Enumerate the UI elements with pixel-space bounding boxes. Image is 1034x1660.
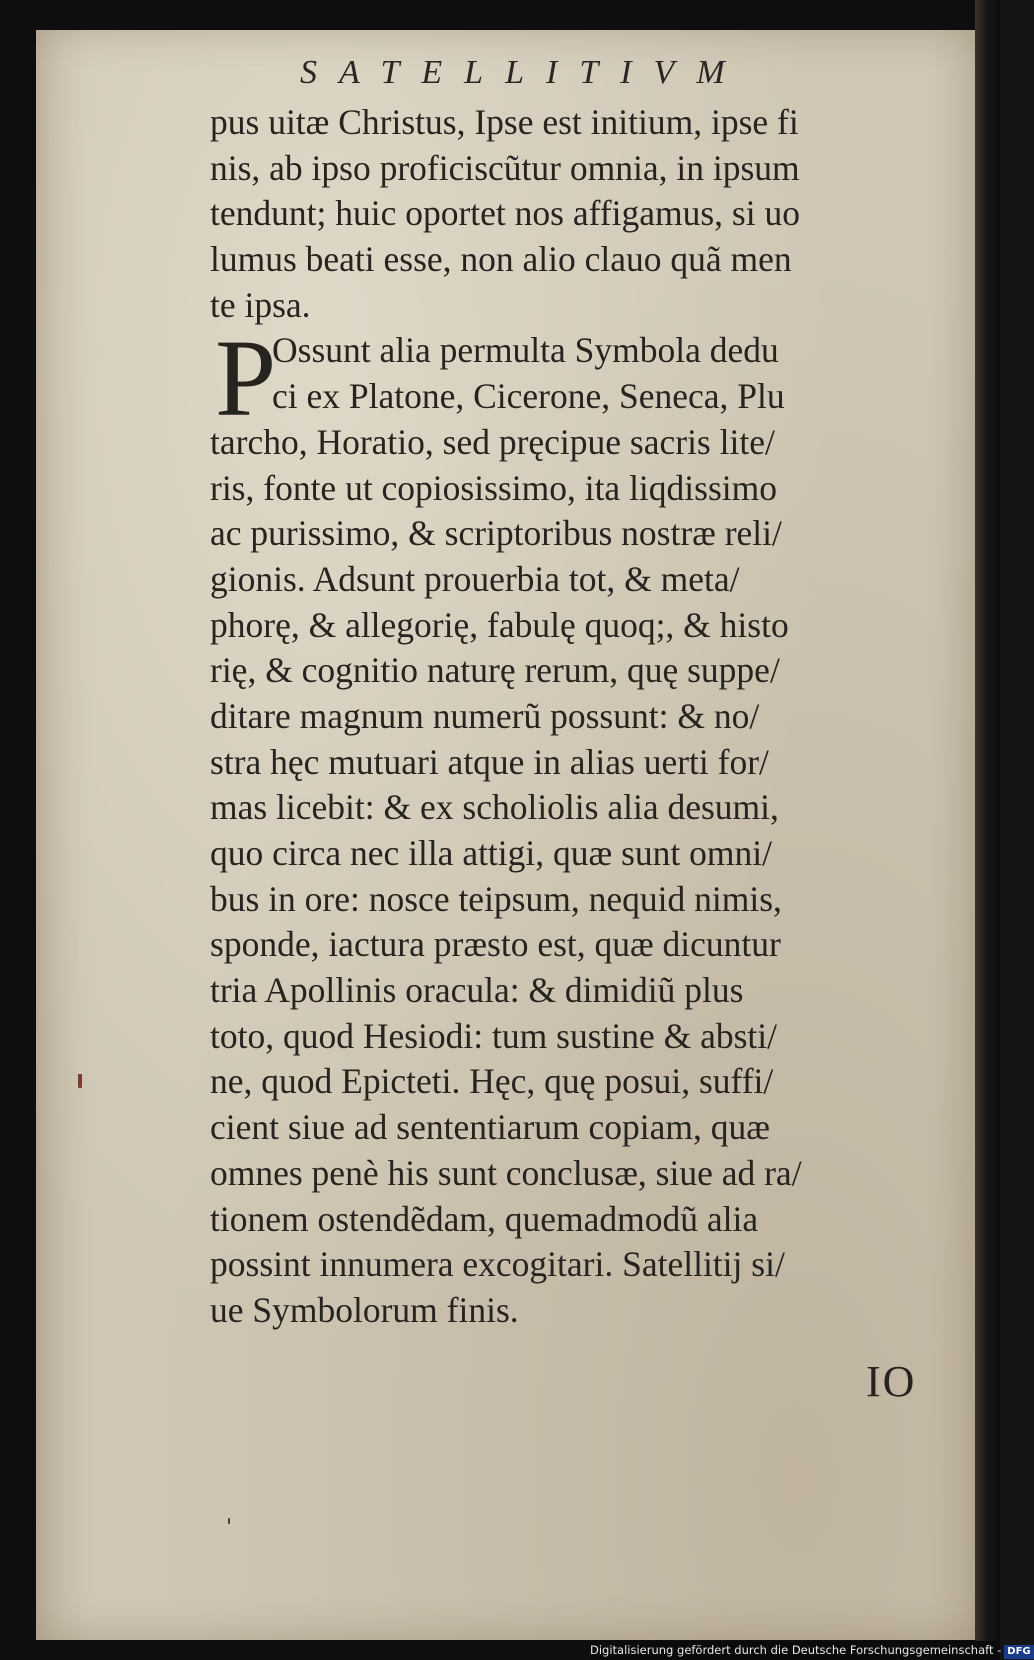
paragraph-line: ris, fonte ut copiosissimo, ita liqdissimo	[210, 467, 778, 508]
text-line: nis, ab ipso proficiscũtur omnia, in ipsum	[210, 147, 800, 188]
text-line: tendunt; huic oportet nos affigamus, si uo	[210, 193, 800, 234]
paragraph-line: cient siue ad sententiarum copiam, quæ	[210, 1107, 770, 1148]
paragraph-line: tarcho, Horatio, sed pręcipue sacris lite/	[210, 421, 775, 462]
paragraph-line: sponde, iactura præsto est, quæ dicuntur	[210, 924, 781, 965]
drop-cap: P	[215, 317, 277, 439]
paragraph-line: ue Symbolorum finis.	[210, 1289, 519, 1330]
page-text	[210, 100, 952, 1334]
credit-text: Digitalisierung gefördert durch die Deutsche Forschungsgemeinschaft -	[590, 1643, 1002, 1657]
paragraph-line: quo circa nec illa attigi, quæ sunt omni/	[210, 833, 772, 873]
paragraph-line: ac purissimo, & scriptoribus nostræ reli/	[210, 513, 782, 554]
paragraph-line: omnes penè his sunt conclusæ, siue ad ra/	[210, 1152, 802, 1193]
paragraph-line: possint innumera excogitari. Satellitij si/	[210, 1244, 785, 1285]
text-line: pus uitæ Christus, Ipse est initium, ipse fi	[210, 102, 799, 142]
paragraph-line: ditare magnum numerũ possunt: & no/	[210, 695, 760, 736]
paragraph-line: phorę, & allegorię, fabulę quoq;, & histo	[210, 604, 789, 645]
digitization-credit	[590, 1641, 1031, 1660]
paper-blemish	[228, 1518, 230, 1524]
dfg-logo: DFG	[1004, 1645, 1033, 1659]
paper-blemish	[78, 1074, 82, 1088]
paragraph-line: rię, & cognitio naturę rerum, quę suppe/	[210, 650, 780, 691]
paragraph-line: gionis. Adsunt prouerbia tot, & meta/	[210, 558, 740, 599]
paragraph-line: tria Apollinis oracula: & dimidiũ plus	[210, 970, 744, 1011]
paragraph-line: tionem ostendẽdam, quemadmodũ alia	[210, 1198, 759, 1239]
book-spine-edge	[975, 0, 1000, 1660]
running-head: SATELLITIVM	[300, 54, 747, 91]
text-line: te ipsa.	[210, 284, 311, 325]
paragraph-line: Ossunt alia permulta Symbola dedu	[272, 330, 779, 371]
page-number: IO	[866, 1357, 917, 1406]
paragraph-line: toto, quod Hesiodi: tum sustine & absti/	[210, 1015, 778, 1056]
paragraph-line: stra hęc mutuari atque in alias uerti for/	[210, 741, 769, 782]
paragraph-line: mas licebit: & ex scholiolis alia desumi,	[210, 787, 779, 828]
text-line: lumus beati esse, non alio clauo quã men	[210, 239, 792, 280]
paragraph-line: bus in ore: nosce teipsum, nequid nimis,	[210, 878, 782, 919]
paragraph-line: ci ex Platone, Cicerone, Seneca, Plu	[272, 376, 785, 417]
paragraph-line: ne, quod Epicteti. Hęc, quę posui, suffi/	[210, 1061, 774, 1102]
